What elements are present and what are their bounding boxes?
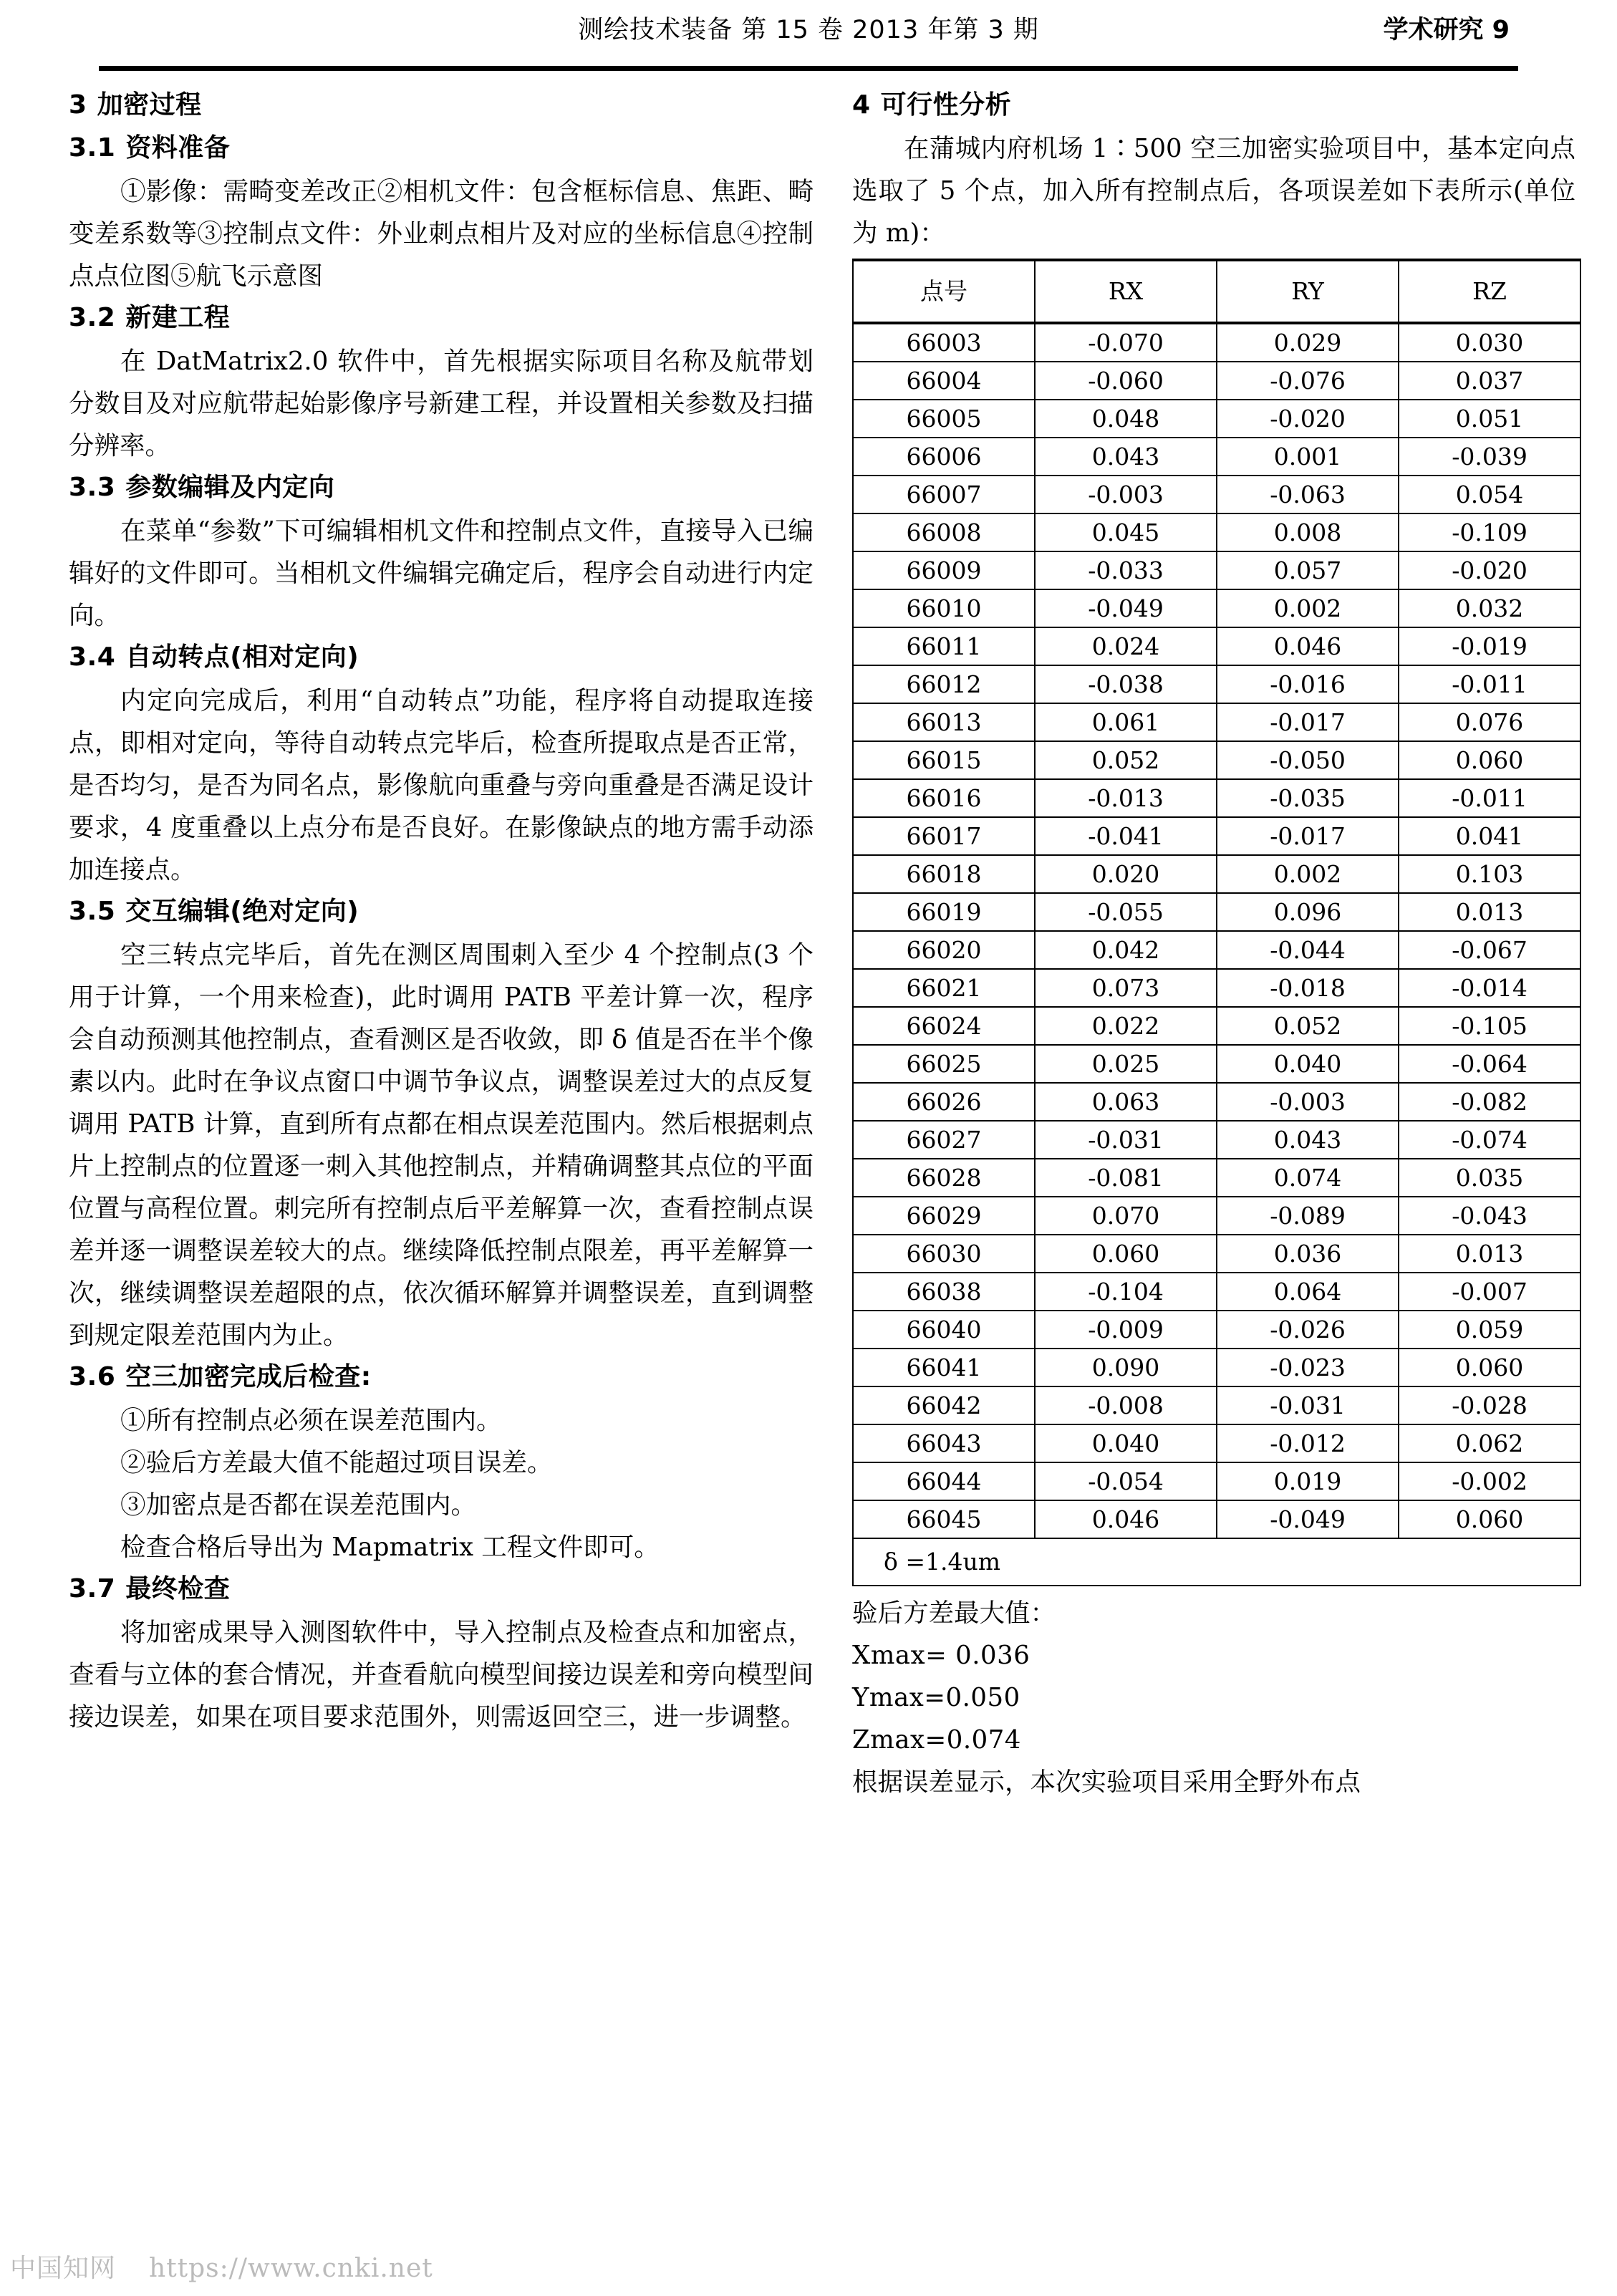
cell-point-id: 66017	[853, 817, 1035, 855]
cell-ry: -0.017	[1217, 817, 1399, 855]
running-head	[0, 10, 1617, 57]
cell-rz: -0.039	[1399, 438, 1580, 476]
cell-ry: 0.046	[1217, 627, 1399, 665]
table-row	[853, 1273, 1580, 1311]
cell-ry: -0.049	[1217, 1500, 1399, 1538]
table-row	[853, 703, 1580, 741]
cell-rz: -0.007	[1399, 1273, 1580, 1311]
cell-point-id: 66029	[853, 1197, 1035, 1235]
header-rule	[99, 66, 1518, 71]
table-row	[853, 855, 1580, 893]
list-item: ①所有控制点必须在误差范围内。	[120, 1406, 502, 1435]
cell-point-id: 66028	[853, 1159, 1035, 1197]
heading-3-7-title: 最终检查	[125, 1574, 231, 1603]
cell-rx: -0.033	[1035, 551, 1217, 589]
cell-rz: 0.013	[1399, 893, 1580, 931]
cell-rx: 0.048	[1035, 400, 1217, 438]
cell-point-id: 66003	[853, 323, 1035, 362]
table-row	[853, 893, 1580, 931]
cell-ry: 0.036	[1217, 1235, 1399, 1273]
heading-3-4-title: 自动转点(相对定向)	[125, 642, 359, 672]
cell-ry: -0.012	[1217, 1424, 1399, 1462]
journal-title-line: 测绘技术装备 第 15 卷 2013 年第 3 期	[578, 16, 1039, 44]
cell-ry: -0.089	[1217, 1197, 1399, 1235]
table-row	[853, 589, 1580, 627]
cell-rz: 0.051	[1399, 400, 1580, 438]
cell-rz: -0.074	[1399, 1121, 1580, 1159]
table-row	[853, 1462, 1580, 1500]
closing-paragraph: 根据误差显示，本次实验项目采用全野外布点	[852, 1767, 1361, 1797]
table-row	[853, 1311, 1580, 1349]
table-row	[853, 779, 1580, 817]
table-row	[853, 1121, 1580, 1159]
cell-rx: -0.055	[1035, 893, 1217, 931]
cell-rz: 0.032	[1399, 589, 1580, 627]
table-row	[853, 817, 1580, 855]
cell-point-id: 66008	[853, 513, 1035, 551]
cell-rz: 0.054	[1399, 476, 1580, 513]
heading-3-2	[69, 297, 814, 339]
table-row	[853, 1235, 1580, 1273]
heading-4-number: 4	[852, 90, 871, 120]
cell-rz: 0.060	[1399, 1349, 1580, 1386]
cell-ry: -0.076	[1217, 362, 1399, 400]
cell-point-id: 66026	[853, 1083, 1035, 1121]
cell-point-id: 66010	[853, 589, 1035, 627]
cell-rx: -0.049	[1035, 589, 1217, 627]
heading-3-2-number: 3.2	[69, 303, 116, 332]
cell-rz: -0.028	[1399, 1386, 1580, 1424]
table-row	[853, 1500, 1580, 1538]
heading-3-6-title: 空三加密完成后检查:	[125, 1362, 372, 1391]
heading-3-3	[69, 467, 814, 508]
cell-rz: 0.013	[1399, 1235, 1580, 1273]
cell-point-id: 66011	[853, 627, 1035, 665]
table-row	[853, 513, 1580, 551]
cell-rx: 0.022	[1035, 1007, 1217, 1045]
cell-ry: -0.050	[1217, 741, 1399, 779]
cell-point-id: 66027	[853, 1121, 1035, 1159]
cell-rx: 0.042	[1035, 931, 1217, 969]
cell-ry: 0.002	[1217, 855, 1399, 893]
cell-ry: 0.052	[1217, 1007, 1399, 1045]
cell-point-id: 66021	[853, 969, 1035, 1007]
cell-rx: -0.031	[1035, 1121, 1217, 1159]
table-footer-row	[853, 1538, 1580, 1586]
heading-3-1-title: 资料准备	[125, 133, 231, 163]
cell-rz: -0.109	[1399, 513, 1580, 551]
cell-rz: -0.105	[1399, 1007, 1580, 1045]
heading-3-1-number: 3.1	[69, 133, 116, 163]
cell-ry: -0.035	[1217, 779, 1399, 817]
cell-ry: -0.018	[1217, 969, 1399, 1007]
cell-rx: -0.070	[1035, 323, 1217, 362]
cell-rx: 0.061	[1035, 703, 1217, 741]
table-row	[853, 1083, 1580, 1121]
cell-ry: 0.043	[1217, 1121, 1399, 1159]
cell-rx: -0.041	[1035, 817, 1217, 855]
variance-xmax: Xmax= 0.036	[852, 1641, 1030, 1670]
cell-point-id: 66041	[853, 1349, 1035, 1386]
cell-point-id: 66016	[853, 779, 1035, 817]
cell-rz: 0.060	[1399, 1500, 1580, 1538]
table-row	[853, 400, 1580, 438]
paragraph-3-4: 内定向完成后，利用“自动转点”功能，程序将自动提取连接点，即相对定向，等待自动转点完毕后，检查所提取点是否正常，是否均匀，是否为同名点，影像航向重叠与旁向重叠是否满足设计要求，4 度重叠以上点分布是否良好。在影像缺点的地方需手动添加连接点。	[69, 686, 814, 884]
variance-zmax: Zmax=0.074	[852, 1725, 1021, 1755]
table-row	[853, 1007, 1580, 1045]
paragraph-3-3: 在菜单“参数”下可编辑相机文件和控制点文件，直接导入已编辑好的文件即可。当相机文件编辑完确定后，程序会自动进行内定向。	[69, 516, 814, 630]
cell-rz: -0.043	[1399, 1197, 1580, 1235]
cell-rz: 0.037	[1399, 362, 1580, 400]
error-table-body	[853, 323, 1580, 1586]
cell-rx: 0.070	[1035, 1197, 1217, 1235]
cell-point-id: 66004	[853, 362, 1035, 400]
cell-ry: 0.096	[1217, 893, 1399, 931]
heading-4	[852, 85, 1575, 126]
list-item: ②验后方差最大值不能超过项目误差。	[120, 1448, 553, 1477]
cell-rx: -0.060	[1035, 362, 1217, 400]
table-row	[853, 1386, 1580, 1424]
cell-point-id: 66030	[853, 1235, 1035, 1273]
cell-point-id: 66013	[853, 703, 1035, 741]
cell-rx: -0.009	[1035, 1311, 1217, 1349]
cell-ry: 0.002	[1217, 589, 1399, 627]
cell-rx: 0.024	[1035, 627, 1217, 665]
column-header-ry: RY	[1217, 260, 1399, 323]
cell-rz: 0.060	[1399, 741, 1580, 779]
cell-ry: -0.026	[1217, 1311, 1399, 1349]
cell-point-id: 66020	[853, 931, 1035, 969]
cell-ry: -0.044	[1217, 931, 1399, 969]
heading-3-2-title: 新建工程	[125, 303, 231, 332]
variance-label: 验后方差最大值：	[852, 1598, 1056, 1628]
variance-ymax: Ymax=0.050	[852, 1683, 1020, 1712]
table-row	[853, 931, 1580, 969]
cell-rz: 0.041	[1399, 817, 1580, 855]
cell-ry: 0.029	[1217, 323, 1399, 362]
cell-ry: -0.023	[1217, 1349, 1399, 1386]
heading-3-7	[69, 1568, 814, 1610]
heading-3-3-number: 3.3	[69, 473, 116, 502]
table-row	[853, 1045, 1580, 1083]
list-item: 检查合格后导出为 Mapmatrix 工程文件即可。	[120, 1533, 660, 1562]
heading-3-4	[69, 637, 814, 678]
cell-rx: -0.013	[1035, 779, 1217, 817]
heading-3-1	[69, 127, 814, 169]
watermark-site-name: 中国知网	[10, 2254, 117, 2283]
cell-ry: -0.003	[1217, 1083, 1399, 1121]
cell-rx: -0.054	[1035, 1462, 1217, 1500]
column-header-point-id: 点号	[853, 260, 1035, 323]
table-row	[853, 1159, 1580, 1197]
table-row	[853, 741, 1580, 779]
cell-rz: -0.014	[1399, 969, 1580, 1007]
heading-3-6	[69, 1356, 814, 1398]
cell-rx: 0.073	[1035, 969, 1217, 1007]
cell-point-id: 66042	[853, 1386, 1035, 1424]
paragraph-3-5: 空三转点完毕后，首先在测区周围刺入至少 4 个控制点(3 个用于计算，一个用来检查)，此时调用 PATB 平差计算一次，程序会自动预测其他控制点，查看测区是否收敛，即 δ 值是否在半个像素以内。此时在争议点窗口中调节争议点，调整误差过大的点反复调用 PATB 计算，直到所有点都在相点误差范围内。然后根据刺点片上控制点的位置逐一刺入其他控制点，并精确调整其点位的平面位置与高程位置。刺完所有控制点后平差解算一次，查看控制点误差并逐一调整误差较大的点。继续降低控制点限差，再平差解算一次，继续调整误差超限的点，依次循环解算并调整误差，直到调整到规定限差范围内为止。	[69, 940, 814, 1350]
heading-3-5-title: 交互编辑(绝对定向)	[125, 897, 359, 926]
cell-rx: 0.063	[1035, 1083, 1217, 1121]
cell-ry: 0.057	[1217, 551, 1399, 589]
cell-rx: -0.003	[1035, 476, 1217, 513]
cell-rx: 0.043	[1035, 438, 1217, 476]
cell-ry: -0.020	[1217, 400, 1399, 438]
cell-rz: -0.019	[1399, 627, 1580, 665]
cell-rx: 0.090	[1035, 1349, 1217, 1386]
paragraph-3-7: 将加密成果导入测图软件中，导入控制点及检查点和加密点，查看与立体的套合情况，并查看航向模型间接边误差和旁向模型间接边误差，如果在项目要求范围外，则需返回空三，进一步调整。	[69, 1618, 814, 1732]
cell-rz: 0.059	[1399, 1311, 1580, 1349]
table-header-row	[853, 260, 1580, 323]
column-header-rz: RZ	[1399, 260, 1580, 323]
heading-3-4-number: 3.4	[69, 642, 116, 672]
cell-rx: -0.008	[1035, 1386, 1217, 1424]
cell-ry: 0.001	[1217, 438, 1399, 476]
cell-point-id: 66007	[853, 476, 1035, 513]
column-header-rx: RX	[1035, 260, 1217, 323]
error-table	[852, 259, 1581, 1586]
cell-point-id: 66040	[853, 1311, 1035, 1349]
cell-ry: 0.019	[1217, 1462, 1399, 1500]
paragraph-3-2: 在 DatMatrix2.0 软件中，首先根据实际项目名称及航带划分数目及对应航带起始影像序号新建工程，并设置相关参数及扫描分辨率。	[69, 347, 814, 460]
cell-ry: -0.031	[1217, 1386, 1399, 1424]
heading-3-number: 3	[69, 90, 87, 120]
table-row	[853, 438, 1580, 476]
cell-rx: -0.081	[1035, 1159, 1217, 1197]
cell-rz: -0.002	[1399, 1462, 1580, 1500]
cell-rz: -0.067	[1399, 931, 1580, 969]
cell-rz: -0.064	[1399, 1045, 1580, 1083]
heading-3-7-number: 3.7	[69, 1574, 116, 1603]
heading-3-5-number: 3.5	[69, 897, 116, 926]
cell-point-id: 66015	[853, 741, 1035, 779]
cell-point-id: 66009	[853, 551, 1035, 589]
table-row	[853, 1349, 1580, 1386]
cell-point-id: 66043	[853, 1424, 1035, 1462]
cell-ry: 0.064	[1217, 1273, 1399, 1311]
left-column	[69, 85, 814, 1738]
cell-point-id: 66005	[853, 400, 1035, 438]
right-column	[852, 85, 1575, 1803]
cell-rz: -0.020	[1399, 551, 1580, 589]
list-item: ③加密点是否都在误差范围内。	[120, 1490, 477, 1520]
cell-rz: 0.062	[1399, 1424, 1580, 1462]
watermark-url: https://www.cnki.net	[149, 2254, 433, 2283]
heading-3-title: 加密过程	[97, 90, 202, 120]
cell-point-id: 66018	[853, 855, 1035, 893]
cell-rx: 0.045	[1035, 513, 1217, 551]
error-table-head	[853, 260, 1580, 323]
cell-ry: 0.074	[1217, 1159, 1399, 1197]
section-and-page-number: 学术研究 9	[1383, 16, 1510, 44]
paragraph-3-1: ①影像：需畸变差改正②相机文件：包含框标信息、焦距、畸变差系数等③控制点文件：外业刺点相片及对应的坐标信息④控制点点位图⑤航飞示意图	[69, 177, 814, 291]
cell-rz: 0.103	[1399, 855, 1580, 893]
heading-3-3-title: 参数编辑及内定向	[125, 473, 335, 502]
variance-summary	[852, 1592, 1575, 1803]
cell-rx: -0.104	[1035, 1273, 1217, 1311]
table-row	[853, 362, 1580, 400]
cell-ry: -0.063	[1217, 476, 1399, 513]
cnki-watermark	[10, 2248, 433, 2285]
cell-point-id: 66044	[853, 1462, 1035, 1500]
cell-rx: 0.020	[1035, 855, 1217, 893]
cell-rx: 0.025	[1035, 1045, 1217, 1083]
cell-rz: -0.082	[1399, 1083, 1580, 1121]
cell-point-id: 66038	[853, 1273, 1035, 1311]
cell-rx: 0.040	[1035, 1424, 1217, 1462]
table-row	[853, 627, 1580, 665]
cell-rx: 0.052	[1035, 741, 1217, 779]
cell-ry: 0.008	[1217, 513, 1399, 551]
cell-ry: -0.016	[1217, 665, 1399, 703]
table-row	[853, 969, 1580, 1007]
heading-4-title: 可行性分析	[880, 90, 1012, 120]
table-row	[853, 1197, 1580, 1235]
table-row	[853, 323, 1580, 362]
cell-rz: -0.011	[1399, 665, 1580, 703]
cell-point-id: 66012	[853, 665, 1035, 703]
cell-ry: 0.040	[1217, 1045, 1399, 1083]
cell-rx: 0.046	[1035, 1500, 1217, 1538]
paragraph-4-intro: 在蒲城内府机场 1∶500 空三加密实验项目中，基本定向点选取了 5 个点，加入所有控制点后，各项误差如下表所示(单位为 m)：	[852, 134, 1575, 248]
heading-3	[69, 85, 814, 126]
table-row	[853, 665, 1580, 703]
cell-rz: 0.030	[1399, 323, 1580, 362]
table-row	[853, 476, 1580, 513]
cell-ry: -0.017	[1217, 703, 1399, 741]
cell-point-id: 66045	[853, 1500, 1035, 1538]
cell-rx: 0.060	[1035, 1235, 1217, 1273]
sigma-value: δ =1.4um	[853, 1538, 1580, 1586]
cell-rx: -0.038	[1035, 665, 1217, 703]
table-row	[853, 1424, 1580, 1462]
cell-rz: -0.011	[1399, 779, 1580, 817]
cell-rz: 0.035	[1399, 1159, 1580, 1197]
cell-point-id: 66025	[853, 1045, 1035, 1083]
heading-3-5	[69, 891, 814, 932]
cell-point-id: 66024	[853, 1007, 1035, 1045]
heading-3-6-number: 3.6	[69, 1362, 116, 1391]
cell-point-id: 66019	[853, 893, 1035, 931]
cell-point-id: 66006	[853, 438, 1035, 476]
cell-rz: 0.076	[1399, 703, 1580, 741]
table-row	[853, 551, 1580, 589]
